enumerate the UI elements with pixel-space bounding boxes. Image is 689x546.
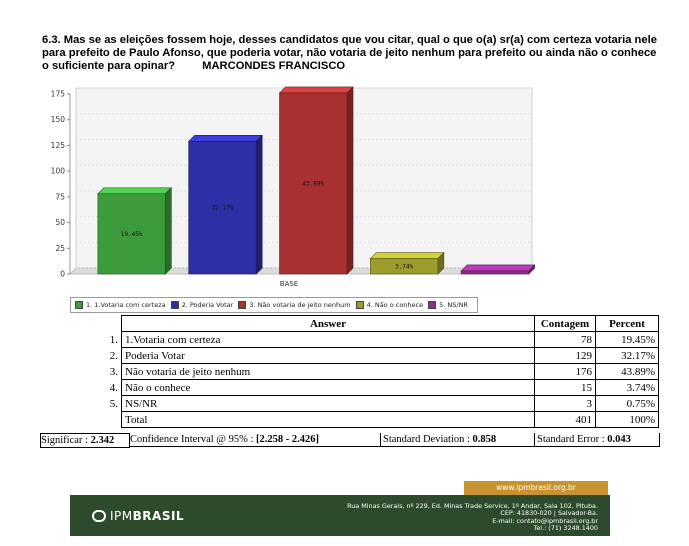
bar-top (189, 135, 262, 141)
legend-swatch (356, 301, 364, 309)
table-row (40, 348, 659, 364)
stat-mean (40, 433, 130, 448)
legend-swatch (171, 301, 179, 309)
footer-band (70, 495, 610, 536)
sd-label: Standard Deviation : (383, 434, 470, 445)
footer (70, 478, 610, 536)
row-count: 78 (535, 332, 596, 348)
table-row (40, 364, 659, 380)
row-answer: Poderia Votar (122, 348, 535, 364)
total-percent: 100% (596, 412, 659, 428)
mean-value: 2.342 (90, 435, 115, 446)
bar-data-label: 43.89% (302, 180, 325, 188)
stats-row (40, 433, 658, 447)
chart-legend (70, 297, 478, 313)
stat-ci (130, 433, 380, 447)
y-tick-label: 75 (55, 192, 65, 202)
row-index: 5. (40, 396, 122, 412)
row-percent: 32.17% (596, 348, 659, 364)
bar-data-label: 32.17% (211, 204, 234, 212)
row-percent: 3.74% (596, 380, 659, 396)
legend-swatch (238, 301, 246, 309)
legend-item (75, 301, 166, 309)
ci-label: Confidence Interval @ 95% : (130, 434, 254, 445)
total-count: 401 (535, 412, 596, 428)
y-tick-label: 150 (50, 115, 65, 125)
row-percent: 0.75% (596, 396, 659, 412)
bar-chart (40, 84, 540, 296)
row-count: 3 (535, 396, 596, 412)
row-count: 176 (535, 364, 596, 380)
address-line: E-mail: contato@ipmbrasil.org.br (492, 516, 598, 525)
results-table (40, 315, 659, 428)
bar-data-label: 19.45% (120, 230, 143, 238)
bar-top (370, 253, 443, 259)
address-line: Rua Minas Gerais, nº 229, Ed. Minas Trade Service, 1º Andar, Sala 102, Pituba. (347, 502, 598, 510)
table-header-row (40, 316, 659, 332)
row-index: 1. (40, 332, 122, 348)
row-index: 2. (40, 348, 122, 364)
legend-label: 2. Poderia Votar (181, 301, 234, 309)
question-text (42, 34, 662, 73)
legend-item (428, 301, 468, 309)
bar-top (98, 188, 171, 194)
ipm-logo (92, 509, 184, 523)
legend-item (171, 301, 234, 309)
bar-top (461, 265, 534, 271)
stat-se (534, 433, 660, 447)
row-count: 15 (535, 380, 596, 396)
table-row (40, 380, 659, 396)
bar-side (347, 87, 353, 274)
logo-prefix: IPM (110, 509, 133, 523)
legend-label: 3. Não votaria de jeito nenhum (249, 301, 351, 309)
y-tick-label: 100 (50, 166, 65, 176)
table-row (40, 332, 659, 348)
row-percent: 43.89% (596, 364, 659, 380)
logo-bold: BRASIL (132, 509, 185, 523)
logo-mark-icon (92, 510, 106, 522)
legend-label: 4. Não o conhece (366, 301, 424, 309)
total-label: Total (122, 412, 535, 428)
row-answer: 1.Votaria com certeza (122, 332, 535, 348)
address-line: Tel.: (71) 3248.1400 (533, 524, 598, 533)
legend-item (238, 301, 350, 309)
question-body: 6.3. Mas se as eleições fossem hoje, desses candidatos que vou citar, qual o que o(a) sr(a) com certeza votaria nele para prefeito de Paulo Afonso, que poderia votar, não votaria de jeito nenhum para prefeito ou ainda não o conhece o suficiente para opinar? (42, 34, 657, 72)
candidate-name: MARCONDES FRANCISCO (202, 60, 346, 72)
row-answer: Não o conhece (122, 380, 535, 396)
bar-side (256, 135, 262, 274)
stat-sd (380, 433, 535, 447)
footer-url[interactable]: www.ipmbrasil.org.br (464, 481, 608, 495)
table-row (40, 396, 659, 412)
header-answer: Answer (122, 316, 535, 332)
row-percent: 19.45% (596, 332, 659, 348)
row-index: 4. (40, 380, 122, 396)
se-value: 0.043 (607, 434, 631, 445)
bar-data-label: 3.74% (395, 263, 414, 271)
legend-swatch (75, 301, 83, 309)
address-line: CEP: 41830-020 | Salvador-Ba. (500, 509, 598, 518)
mean-label: Significar : (41, 435, 88, 446)
y-tick-label: 50 (55, 218, 65, 228)
legend-label: 1. 1.Votaria com certeza (86, 301, 166, 309)
bar-side (165, 188, 171, 274)
y-tick-label: 25 (55, 243, 65, 253)
y-tick-label: 175 (50, 89, 65, 99)
row-answer: Não votaria de jeito nenhum (122, 364, 535, 380)
legend-label: 5. NS/NR (439, 301, 468, 309)
row-answer: NS/NR (122, 396, 535, 412)
y-tick-label: 0 (60, 269, 65, 279)
table-total-row (40, 412, 659, 428)
header-percent: Percent (596, 316, 659, 332)
header-count: Contagem (535, 316, 596, 332)
se-label: Standard Error : (537, 434, 605, 445)
footer-address (347, 503, 598, 533)
row-index: 3. (40, 364, 122, 380)
row-count: 129 (535, 348, 596, 364)
bar-top (280, 87, 353, 93)
sd-value: 0.858 (472, 434, 497, 445)
legend-swatch (428, 301, 436, 309)
bar (461, 271, 528, 274)
y-tick-label: 125 (50, 140, 65, 150)
legend-item (356, 301, 424, 309)
ci-value: [2.258 - 2.426] (256, 434, 320, 445)
x-axis-label: BASE (279, 280, 299, 288)
